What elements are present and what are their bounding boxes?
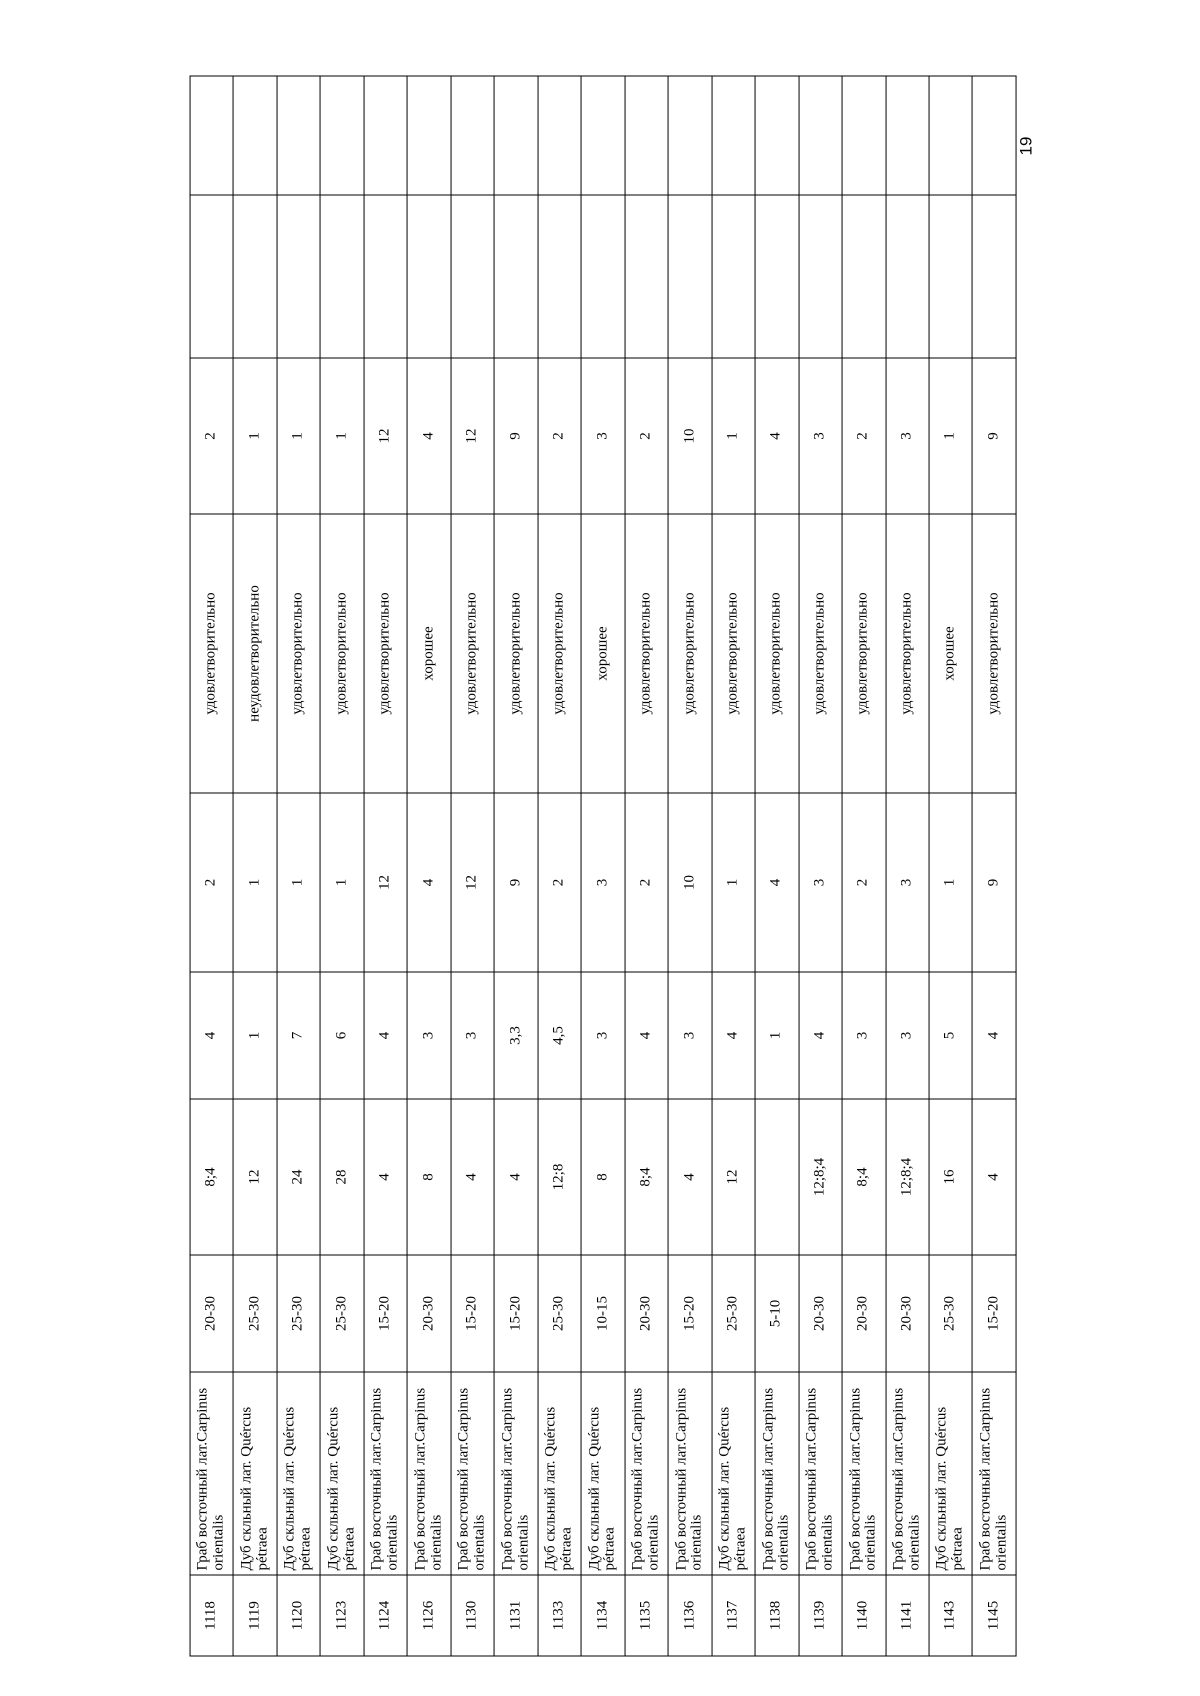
tree-id-cell: 1131 — [494, 1575, 537, 1656]
value-cell-5: 12 — [451, 793, 494, 972]
tree-id-cell: 1124 — [364, 1575, 407, 1656]
value-cell-7: 4 — [755, 358, 798, 514]
condition-cell: удовлетворительно — [842, 514, 885, 793]
tree-id-cell: 1136 — [668, 1575, 711, 1656]
value-cell-5: 2 — [625, 793, 668, 972]
species-cell: Граб восточный лат.Carpinus orientalis — [755, 1372, 798, 1575]
value-cell-4: 5 — [929, 972, 972, 1099]
empty-cell-9 — [190, 76, 233, 195]
empty-cell-8 — [234, 195, 277, 358]
empty-cell-9 — [494, 76, 537, 195]
value-cell-5: 9 — [972, 793, 1015, 972]
value-cell-5: 1 — [712, 793, 755, 972]
value-cell-4: 1 — [234, 972, 277, 1099]
empty-cell-9 — [407, 76, 450, 195]
species-cell: Дуб скльный лат. Quércus pétraea — [581, 1372, 624, 1575]
tree-inventory-table-wrapper — [190, 76, 1016, 1656]
empty-cell-9 — [320, 76, 363, 195]
value-cell-7: 2 — [538, 358, 581, 514]
table-row — [451, 76, 494, 1656]
diameter-cell: 4 — [972, 1099, 1015, 1255]
height-cell: 20-30 — [842, 1255, 885, 1372]
diameter-cell: 4 — [668, 1099, 711, 1255]
condition-cell: удовлетворительно — [538, 514, 581, 793]
empty-cell-9 — [799, 76, 842, 195]
empty-cell-8 — [886, 195, 929, 358]
condition-cell: удовлетворительно — [799, 514, 842, 793]
empty-cell-8 — [668, 195, 711, 358]
diameter-cell: 4 — [451, 1099, 494, 1255]
diameter-cell: 12;8 — [538, 1099, 581, 1255]
value-cell-4: 1 — [755, 972, 798, 1099]
empty-cell-8 — [581, 195, 624, 358]
value-cell-4: 4 — [364, 972, 407, 1099]
empty-cell-8 — [712, 195, 755, 358]
value-cell-4: 3 — [842, 972, 885, 1099]
condition-cell: удовлетворительно — [755, 514, 798, 793]
condition-cell: удовлетворительно — [364, 514, 407, 793]
empty-cell-9 — [668, 76, 711, 195]
species-cell: Граб восточный лат.Carpinus orientalis — [842, 1372, 885, 1575]
table-row — [320, 76, 363, 1656]
value-cell-4: 3 — [668, 972, 711, 1099]
value-cell-4: 3 — [886, 972, 929, 1099]
height-cell: 25-30 — [712, 1255, 755, 1372]
species-cell: Дуб скльный лат. Quércus pétraea — [712, 1372, 755, 1575]
condition-cell: хорошее — [929, 514, 972, 793]
height-cell: 10-15 — [581, 1255, 624, 1372]
value-cell-4: 4 — [799, 972, 842, 1099]
value-cell-7: 1 — [712, 358, 755, 514]
diameter-cell: 16 — [929, 1099, 972, 1255]
empty-cell-8 — [755, 195, 798, 358]
value-cell-5: 10 — [668, 793, 711, 972]
empty-cell-9 — [842, 76, 885, 195]
empty-cell-8 — [538, 195, 581, 358]
table-row — [972, 76, 1015, 1656]
height-cell: 20-30 — [886, 1255, 929, 1372]
tree-id-cell: 1133 — [538, 1575, 581, 1656]
table-row — [625, 76, 668, 1656]
value-cell-7: 1 — [320, 358, 363, 514]
condition-cell: удовлетворительно — [886, 514, 929, 793]
value-cell-4: 6 — [320, 972, 363, 1099]
tree-id-cell: 1120 — [277, 1575, 320, 1656]
value-cell-4: 4,5 — [538, 972, 581, 1099]
empty-cell-8 — [277, 195, 320, 358]
value-cell-4: 4 — [625, 972, 668, 1099]
diameter-cell: 8;4 — [190, 1099, 233, 1255]
value-cell-7: 2 — [842, 358, 885, 514]
value-cell-7: 3 — [886, 358, 929, 514]
value-cell-7: 2 — [625, 358, 668, 514]
table-row — [277, 76, 320, 1656]
value-cell-7: 3 — [581, 358, 624, 514]
height-cell: 5-10 — [755, 1255, 798, 1372]
height-cell: 15-20 — [364, 1255, 407, 1372]
condition-cell: удовлетворительно — [277, 514, 320, 793]
empty-cell-9 — [625, 76, 668, 195]
value-cell-4: 3 — [451, 972, 494, 1099]
table-row — [842, 76, 885, 1656]
species-cell: Граб восточный лат.Carpinus orientalis — [799, 1372, 842, 1575]
tree-id-cell: 1119 — [234, 1575, 277, 1656]
diameter-cell: 8 — [407, 1099, 450, 1255]
table-row — [494, 76, 537, 1656]
value-cell-5: 9 — [494, 793, 537, 972]
condition-cell: неудовлетворительно — [234, 514, 277, 793]
value-cell-7: 12 — [451, 358, 494, 514]
tree-id-cell: 1135 — [625, 1575, 668, 1656]
diameter-cell: 4 — [494, 1099, 537, 1255]
empty-cell-9 — [972, 76, 1015, 195]
value-cell-5: 2 — [538, 793, 581, 972]
value-cell-7: 1 — [277, 358, 320, 514]
species-cell: Граб восточный лат.Carpinus orientalis — [972, 1372, 1015, 1575]
value-cell-7: 2 — [190, 358, 233, 514]
height-cell: 20-30 — [407, 1255, 450, 1372]
empty-cell-9 — [886, 76, 929, 195]
value-cell-7: 1 — [234, 358, 277, 514]
condition-cell: удовлетворительно — [451, 514, 494, 793]
diameter-cell: 12 — [234, 1099, 277, 1255]
table-row — [190, 76, 233, 1656]
empty-cell-9 — [277, 76, 320, 195]
condition-cell: удовлетворительно — [190, 514, 233, 793]
empty-cell-8 — [625, 195, 668, 358]
height-cell: 15-20 — [494, 1255, 537, 1372]
tree-id-cell: 1130 — [451, 1575, 494, 1656]
species-cell: Дуб скльный лат. Quércus pétraea — [929, 1372, 972, 1575]
table-row — [538, 76, 581, 1656]
condition-cell: удовлетворительно — [625, 514, 668, 793]
species-cell: Граб восточный лат.Carpinus orientalis — [190, 1372, 233, 1575]
empty-cell-9 — [712, 76, 755, 195]
diameter-cell: 4 — [364, 1099, 407, 1255]
table-row — [712, 76, 755, 1656]
empty-cell-8 — [842, 195, 885, 358]
height-cell: 15-20 — [972, 1255, 1015, 1372]
height-cell: 25-30 — [320, 1255, 363, 1372]
height-cell: 15-20 — [668, 1255, 711, 1372]
value-cell-7: 9 — [494, 358, 537, 514]
value-cell-4: 3,3 — [494, 972, 537, 1099]
value-cell-7: 3 — [799, 358, 842, 514]
tree-id-cell: 1139 — [799, 1575, 842, 1656]
value-cell-5: 2 — [842, 793, 885, 972]
table-row — [407, 76, 450, 1656]
diameter-cell: 24 — [277, 1099, 320, 1255]
empty-cell-9 — [755, 76, 798, 195]
empty-cell-8 — [494, 195, 537, 358]
value-cell-5: 3 — [581, 793, 624, 972]
tree-id-cell: 1126 — [407, 1575, 450, 1656]
species-cell: Граб восточный лат.Carpinus orientalis — [668, 1372, 711, 1575]
empty-cell-8 — [190, 195, 233, 358]
table-row — [799, 76, 842, 1656]
empty-cell-9 — [929, 76, 972, 195]
tree-id-cell: 1137 — [712, 1575, 755, 1656]
diameter-cell — [755, 1099, 798, 1255]
height-cell: 20-30 — [625, 1255, 668, 1372]
value-cell-5: 1 — [234, 793, 277, 972]
empty-cell-9 — [364, 76, 407, 195]
empty-cell-8 — [407, 195, 450, 358]
diameter-cell: 8 — [581, 1099, 624, 1255]
height-cell: 20-30 — [799, 1255, 842, 1372]
table-row — [581, 76, 624, 1656]
tree-id-cell: 1138 — [755, 1575, 798, 1656]
empty-cell-8 — [929, 195, 972, 358]
table-row — [364, 76, 407, 1656]
species-cell: Граб восточный лат.Carpinus orientalis — [407, 1372, 450, 1575]
height-cell: 15-20 — [451, 1255, 494, 1372]
value-cell-7: 10 — [668, 358, 711, 514]
tree-id-cell: 1141 — [886, 1575, 929, 1656]
species-cell: Дуб скльный лат. Quércus pétraea — [277, 1372, 320, 1575]
value-cell-4: 7 — [277, 972, 320, 1099]
value-cell-5: 12 — [364, 793, 407, 972]
tree-id-cell: 1118 — [190, 1575, 233, 1656]
condition-cell: хорошее — [407, 514, 450, 793]
height-cell: 20-30 — [190, 1255, 233, 1372]
tree-id-cell: 1140 — [842, 1575, 885, 1656]
empty-cell-8 — [799, 195, 842, 358]
value-cell-5: 1 — [320, 793, 363, 972]
diameter-cell: 12;8;4 — [799, 1099, 842, 1255]
table-row — [755, 76, 798, 1656]
table-body — [190, 76, 1016, 1656]
tree-id-cell: 1143 — [929, 1575, 972, 1656]
diameter-cell: 8;4 — [842, 1099, 885, 1255]
species-cell: Дуб скльный лат. Quércus pétraea — [234, 1372, 277, 1575]
empty-cell-9 — [234, 76, 277, 195]
empty-cell-8 — [451, 195, 494, 358]
condition-cell: удовлетворительно — [320, 514, 363, 793]
condition-cell: удовлетворительно — [712, 514, 755, 793]
value-cell-5: 4 — [755, 793, 798, 972]
empty-cell-8 — [320, 195, 363, 358]
condition-cell: удовлетворительно — [972, 514, 1015, 793]
value-cell-4: 4 — [972, 972, 1015, 1099]
species-cell: Граб восточный лат.Carpinus orientalis — [494, 1372, 537, 1575]
page-number: 19 — [1016, 136, 1036, 156]
value-cell-7: 4 — [407, 358, 450, 514]
condition-cell: хорошее — [581, 514, 624, 793]
value-cell-5: 1 — [929, 793, 972, 972]
value-cell-7: 9 — [972, 358, 1015, 514]
table-row — [668, 76, 711, 1656]
value-cell-7: 1 — [929, 358, 972, 514]
value-cell-5: 4 — [407, 793, 450, 972]
diameter-cell: 12;8;4 — [886, 1099, 929, 1255]
value-cell-5: 3 — [886, 793, 929, 972]
empty-cell-9 — [538, 76, 581, 195]
tree-id-cell: 1123 — [320, 1575, 363, 1656]
value-cell-4: 3 — [581, 972, 624, 1099]
tree-id-cell: 1134 — [581, 1575, 624, 1656]
value-cell-7: 12 — [364, 358, 407, 514]
value-cell-5: 3 — [799, 793, 842, 972]
species-cell: Граб восточный лат.Carpinus orientalis — [886, 1372, 929, 1575]
value-cell-5: 1 — [277, 793, 320, 972]
species-cell: Дуб скльный лат. Quércus pétraea — [320, 1372, 363, 1575]
species-cell: Граб восточный лат.Carpinus orientalis — [364, 1372, 407, 1575]
table-row — [886, 76, 929, 1656]
height-cell: 25-30 — [277, 1255, 320, 1372]
height-cell: 25-30 — [929, 1255, 972, 1372]
height-cell: 25-30 — [538, 1255, 581, 1372]
value-cell-4: 4 — [712, 972, 755, 1099]
table-row — [234, 76, 277, 1656]
condition-cell: удовлетворительно — [668, 514, 711, 793]
table-row — [929, 76, 972, 1656]
empty-cell-9 — [581, 76, 624, 195]
value-cell-4: 4 — [190, 972, 233, 1099]
empty-cell-9 — [451, 76, 494, 195]
empty-cell-8 — [972, 195, 1015, 358]
tree-id-cell: 1145 — [972, 1575, 1015, 1656]
species-cell: Граб восточный лат.Carpinus orientalis — [451, 1372, 494, 1575]
height-cell: 25-30 — [234, 1255, 277, 1372]
condition-cell: удовлетворительно — [494, 514, 537, 793]
species-cell: Дуб скльный лат. Quércus pétraea — [538, 1372, 581, 1575]
value-cell-4: 3 — [407, 972, 450, 1099]
diameter-cell: 8;4 — [625, 1099, 668, 1255]
diameter-cell: 12 — [712, 1099, 755, 1255]
diameter-cell: 28 — [320, 1099, 363, 1255]
empty-cell-8 — [364, 195, 407, 358]
tree-inventory-table — [190, 76, 1017, 1657]
species-cell: Граб восточный лат.Carpinus orientalis — [625, 1372, 668, 1575]
value-cell-5: 2 — [190, 793, 233, 972]
